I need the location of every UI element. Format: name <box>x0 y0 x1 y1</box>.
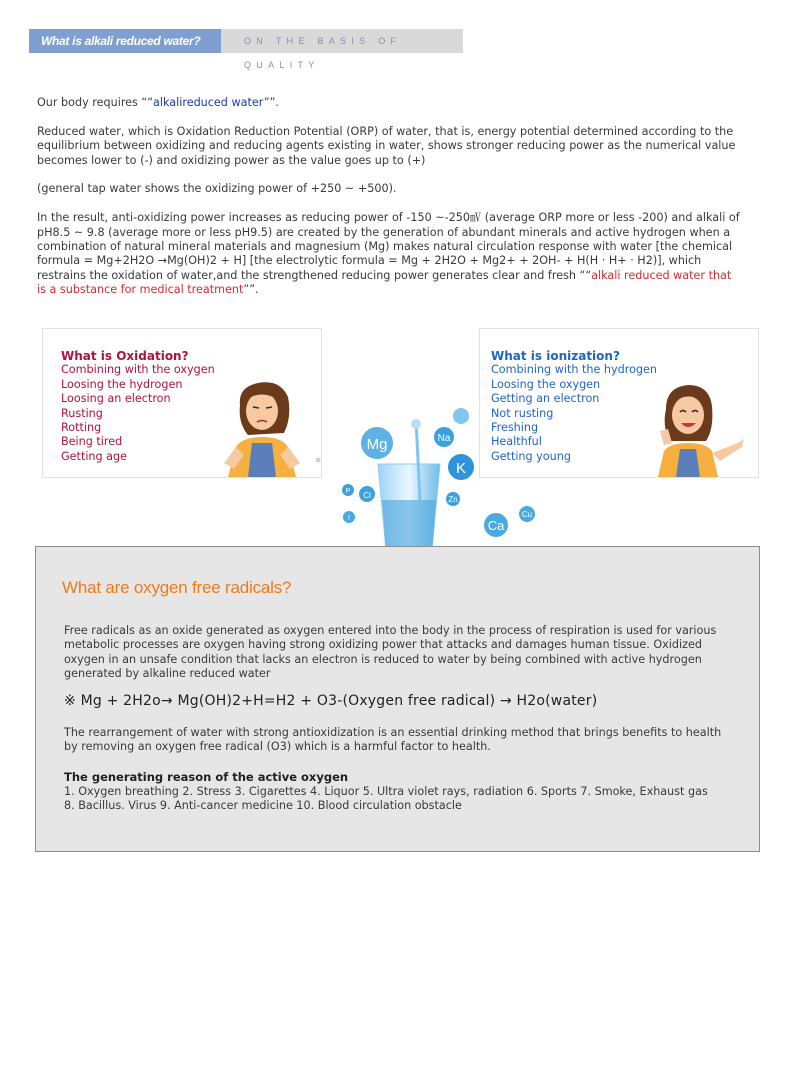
ionization-item: Getting young <box>491 449 571 463</box>
tired-girl-illustration <box>218 377 318 477</box>
oxidation-item: Combining with the oxygen <box>61 363 215 377</box>
happy-girl-illustration <box>650 381 754 477</box>
generating-reason-line: 8. Bacillus. Virus 9. Anti-cancer medicine 10. Blood circulation obstacle <box>64 799 462 813</box>
medical-treatment-highlight: alkali reduced water that is a substance for medical treatment <box>37 268 732 297</box>
ionization-item: Not rusting <box>491 406 554 420</box>
oxidation-item: Loosing the hydrogen <box>61 377 183 391</box>
oxidation-item: Rusting <box>61 406 103 420</box>
mineral-label: Ca <box>487 518 505 533</box>
oxidation-list <box>61 349 215 464</box>
intro-text <box>37 96 742 312</box>
mineral-label: P <box>345 488 351 495</box>
header-bar <box>29 29 463 70</box>
intro-paragraph-1 <box>37 96 742 110</box>
page-title: What is alkali reduced water? <box>29 29 221 53</box>
free-radicals-title: What are oxygen free radicals? <box>62 578 292 597</box>
mineral-label: Na <box>437 433 451 444</box>
oxidation-item: Getting age <box>61 449 128 463</box>
oxidation-item: Rotting <box>61 421 102 435</box>
mineral-label: I <box>348 515 350 522</box>
intro-p4-suffix: ””. <box>243 283 259 297</box>
mineral-label: Cl <box>363 491 371 500</box>
mineral-label: Zn <box>448 495 458 504</box>
free-radicals-paragraph: Free radicals as an oxide generated as oxygen entered into the body in the process of respiration is used for various metabolic processes are oxygen having strong oxidizing power that attacks and damages human tissue. Oxidized oxygen in an unsafe condition that lacks an electron is reduced to water by being combined with active hydrogen generated by alkaline reduced water <box>64 624 717 681</box>
oxidation-title: What is Oxidation? <box>61 349 189 363</box>
generating-reason-heading: The generating reason of the active oxygen <box>64 770 349 785</box>
intro-paragraph-2: Reduced water, which is Oxidation Reduction Potential (ORP) of water, that is, energy potential determined according to the equilibrium between oxidizing and reducing agents existing in water, shows stronger reducing power as the numerical value becomes lower to (-) and oxidizing power as the value goes up to (+) <box>37 124 736 167</box>
ionization-item: Loosing the oxygen <box>491 377 601 391</box>
ionization-item: Combining with the hydrogen <box>491 363 658 377</box>
header-tagline: ON THE BASIS OF QUALITY <box>244 36 402 70</box>
mineral-bubbles <box>330 400 550 550</box>
mineral-label: K <box>455 460 467 477</box>
radical-formula: ※ Mg + 2H2o→ Mg(OH)2+H=H2 + O3-(Oxygen free radical) → H2o(water) <box>64 692 598 709</box>
oxidation-item: Loosing an electron <box>61 392 171 406</box>
intro-p1-prefix: Our body requires ““ <box>37 96 154 109</box>
intro-p1-suffix: ””. <box>263 96 279 109</box>
free-radicals-body <box>64 624 734 814</box>
mineral-label: Cu <box>521 510 533 519</box>
sparkle-icon <box>315 457 321 463</box>
alkali-reduced-highlight: alkalireduced water <box>153 96 264 109</box>
intro-p4-main: In the result, anti-oxidizing power increases as reducing power of -150 ~-250㎷ (average ORP more or less -200) and alkali of pH8.5 ~ 9.8 (average more or less pH9.5) are created by the generation of abundant minerals and active hydrogen when a combination of natural mineral materials and magnesium (Mg) makes natural circulation response with water [the chemical formula = Mg+2H2O →Mg(OH)2 + H] [the electrolytic formula = Mg + 2H2O + Mg2+ + 2OH- + H(H · H+ · H2)], which restrains the oxidation of water,and the strengthened reducing power generates clear and fresh ““ <box>37 211 740 282</box>
mineral-label: Mg <box>366 436 388 453</box>
generating-reason-line: 1. Oxygen breathing 2. Stress 3. Cigarettes 4. Liquor 5. Ultra violet rays, radiation 6. Sports 7. Smoke, Exhaust gas <box>64 784 708 798</box>
intro-paragraph-3: (general tap water shows the oxidizing power of +250 ~ +500). <box>37 182 397 196</box>
rearrangement-paragraph: The rearrangement of water with strong antioxidization is an essential drinking method that brings benefits to health by removing an oxygen free radical (O3) which is a harmful factor to health. <box>64 725 722 754</box>
free-radicals-box <box>35 546 760 852</box>
ionization-item: Freshing <box>491 421 539 435</box>
oxidation-card <box>42 328 322 478</box>
intro-paragraph-4 <box>37 211 742 297</box>
ionization-item: Healthful <box>491 435 542 449</box>
oxidation-item: Being tired <box>61 435 123 449</box>
ionization-item: Getting an electron <box>491 392 600 406</box>
ionization-title: What is ionization? <box>491 349 620 363</box>
